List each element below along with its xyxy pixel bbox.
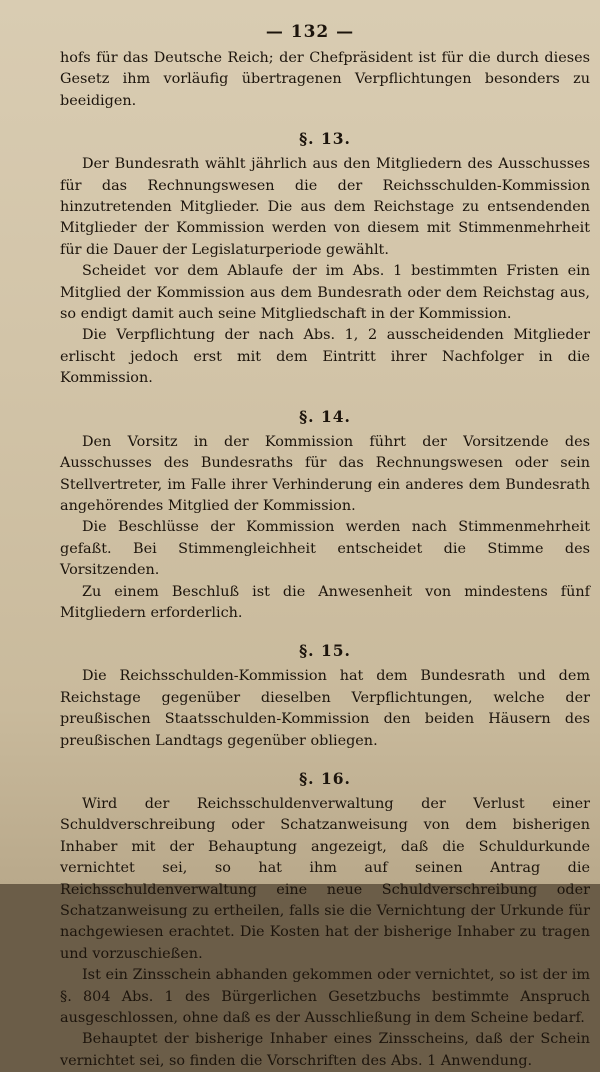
section-16	[60, 768, 590, 1072]
paragraph: Den Vorsitz in der Kommission führt der Vorsitzende des Ausschusses des Bundesraths für das Rechnungswesen oder sein Stellvertreter, im Falle ihrer Verhinderung ein anderes dem Bundesrath angehörendes Mitglied der Kommission.	[60, 433, 590, 514]
paragraph: Der Bundesrath wählt jährlich aus den Mitgliedern des Ausschusses für das Rechnungswesen die der Reichsschulden-Kommission hinzutretenden Mitglieder. Die aus dem Reichstage zu entsendenden Mitglieder der Kommission werden von diesem mit Stimmenmehrheit für die Dauer der Legislaturperiode gewählt.	[60, 156, 590, 258]
paragraph: Die Beschlüsse der Kommission werden nach Stimmenmehrheit gefaßt. Bei Stimmengleichheit entscheidet die Stimme des Vorsitzenden.	[60, 519, 590, 579]
paragraph: Ist ein Zinsschein abhanden gekommen oder vernichtet, so ist der im §. 804 Abs. 1 des Bürgerlichen Gesetzbuchs bestimmte Anspruch ausgeschlossen, ohne daß es der Ausschließung in dem Scheine bedarf.	[60, 967, 590, 1027]
section-15	[60, 640, 590, 752]
paragraph: Zu einem Beschluß ist die Anwesenheit von mindestens fünf Mitgliedern erforderlich.	[60, 583, 590, 621]
paragraph: Scheidet vor dem Ablaufe der im Abs. 1 bestimmten Fristen ein Mitglied der Kommission aus dem Bundesrath oder dem Reichstag aus, so endigt damit auch seine Mitgliedschaft in der Kommission.	[60, 263, 590, 323]
section-13	[60, 128, 590, 389]
section-heading: §. 13.	[299, 129, 351, 149]
paragraph: Die Verpflichtung der nach Abs. 1, 2 ausscheidenden Mitglieder erlischt jedoch erst mit dem Eintritt ihrer Nachfolger in die Kommission.	[60, 327, 590, 387]
section-heading: §. 16.	[299, 768, 351, 788]
page-number: — 132 —	[265, 22, 355, 42]
section-heading: §. 14.	[299, 406, 351, 426]
section-14	[60, 406, 590, 625]
paragraph: Behauptet der bisherige Inhaber eines Zinsscheins, daß der Schein vernichtet sei, so finden die Vorschriften des Abs. 1 Anwendung.	[60, 1031, 590, 1069]
paragraph: Wird der Reichsschuldenverwaltung der Verlust einer Schuldverschreibung oder Schatzanweisung von dem bisherigen Inhaber mit der Behauptung angezeigt, daß die Schuldurkunde vernichtet sei, so hat ihm auf seinen Antrag die Reichsschuldenverwaltung eine neue Schuldverschreibung oder Schatzanweisung zu ertheilen, falls sie die Vernichtung der Urkunde für nachgewiesen erachtet. Die Kosten hat der bisherige Inhaber zu tragen und vorzuschießen.	[60, 795, 590, 962]
paragraph: Die Reichsschulden-Kommission hat dem Bundesrath und dem Reichstage gegenüber dieselben Verpflichtungen, welche der preußischen Staatsschulden-Kommission den beiden Häusern des preußischen Landtags gegenüber obliegen.	[60, 668, 590, 749]
section-heading: §. 15.	[299, 641, 351, 661]
intro-paragraph: hofs für das Deutsche Reich; der Chefpräsident ist für die durch dieses Gesetz ihm vorläufig übertragenen Verpflichtungen besonders zu beeidigen.	[60, 50, 590, 109]
